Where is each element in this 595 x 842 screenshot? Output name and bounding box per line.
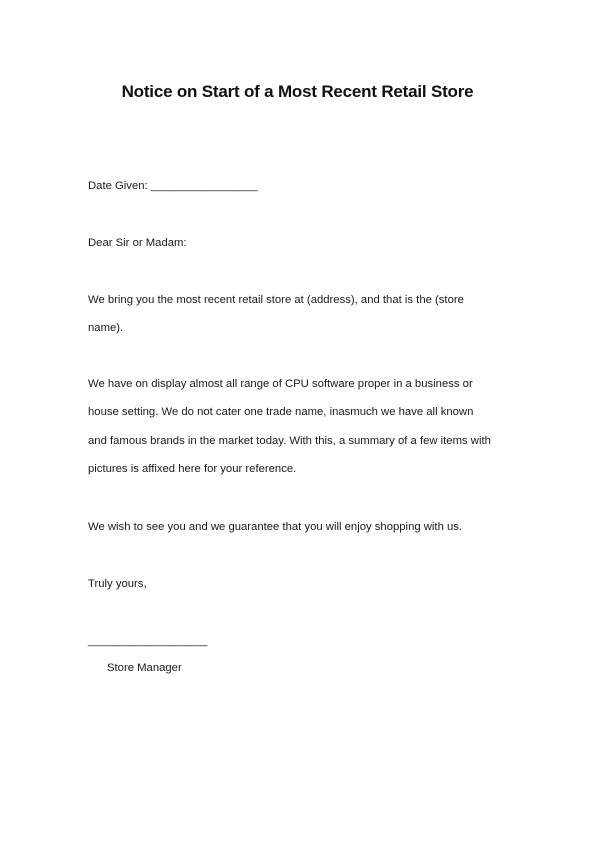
paragraph-3-line-1: We wish to see you and we guarantee that you will enjoy shopping with us.	[88, 521, 463, 533]
paragraph-2-line-1: We have on display almost all range of CPU software proper in a business or	[88, 378, 473, 390]
signature-line: ___________________	[88, 635, 208, 647]
document-title: Notice on Start of a Most Recent Retail Store	[121, 82, 474, 101]
signer-title: Store Manager	[107, 662, 182, 674]
paragraph-1-line-1: We bring you the most recent retail store at (address), and that is the (store	[88, 294, 464, 306]
closing: Truly yours,	[88, 578, 147, 590]
paragraph-2-line-3: and famous brands in the market today. With this, a summary of a few items with	[88, 435, 491, 447]
paragraph-2-line-2: house setting. We do not cater one trade name, inasmuch we have all known	[88, 406, 474, 418]
paragraph-2-line-4: pictures is affixed here for your reference.	[88, 463, 297, 475]
date-given-line: Date Given: _________________	[88, 180, 258, 192]
paragraph-1-line-2: name).	[88, 322, 124, 334]
salutation: Dear Sir or Madam:	[88, 237, 187, 249]
